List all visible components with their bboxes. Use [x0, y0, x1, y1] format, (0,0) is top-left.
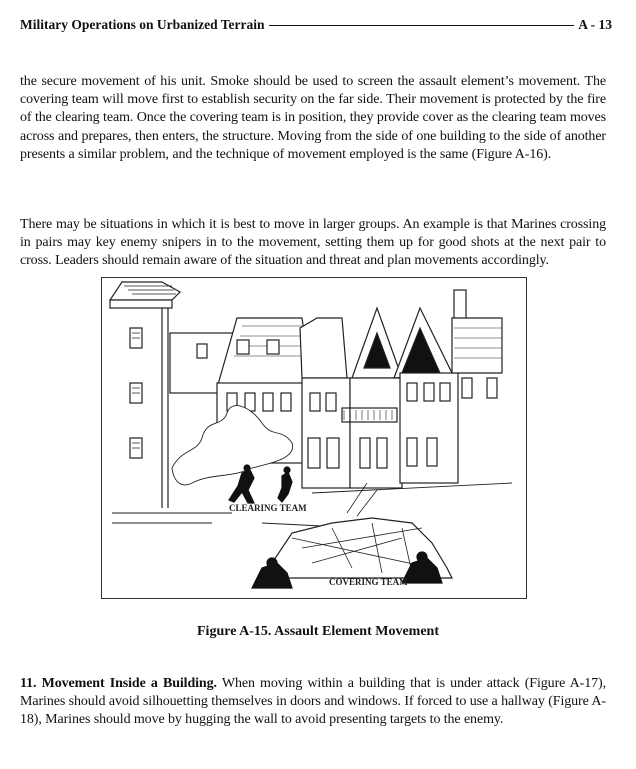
- covering-team-label: COVERING TEAM: [329, 577, 408, 587]
- section-paragraph: [20, 675, 606, 730]
- left-building: [110, 282, 180, 508]
- running-header: [20, 17, 612, 33]
- street-scene-drawing: [102, 278, 526, 598]
- header-title: Military Operations on Urbanized Terrain: [20, 17, 265, 32]
- body-paragraph-2: There may be situations in which it is best to move in larger groups. An example is that Marines crossing in pairs may key enemy snipers in to the movement, setting them up for good shots at the next pair to cross. Leaders should remain aware of the situation and threat and plan movements accordingly.: [20, 217, 606, 269]
- figure-caption: Figure A-15. Assault Element Movement: [197, 624, 439, 639]
- body-paragraph-1: the secure movement of his unit. Smoke should be used to screen the assault element’s movement. The covering team will move first to establish security on the far side. Their movement is protected by the fire of the clearing team. Once the covering team is in position, they provide cover as the clearing team moves across and prepares, then enters, the structure. Moving from the side of one building to the side of another presents a similar problem, and the technique of movement employed is the same (Figure A-16).: [20, 74, 606, 162]
- clearing-team-label: CLEARING TEAM: [229, 503, 307, 513]
- header-rule: [269, 25, 575, 26]
- page-number: A - 13: [578, 17, 612, 32]
- section-text: When moving within a building that is under attack (Figure A-17), Marines should avoid silhouetting themselves in doors and windows. If forced to use a hallway (Figure A-18), Marines should move by hugging the wall to avoid presenting targets to the enemy.: [20, 676, 606, 728]
- figure-illustration: [101, 277, 527, 599]
- street-curb: [112, 483, 512, 528]
- section-heading: 11. Movement Inside a Building.: [20, 676, 217, 691]
